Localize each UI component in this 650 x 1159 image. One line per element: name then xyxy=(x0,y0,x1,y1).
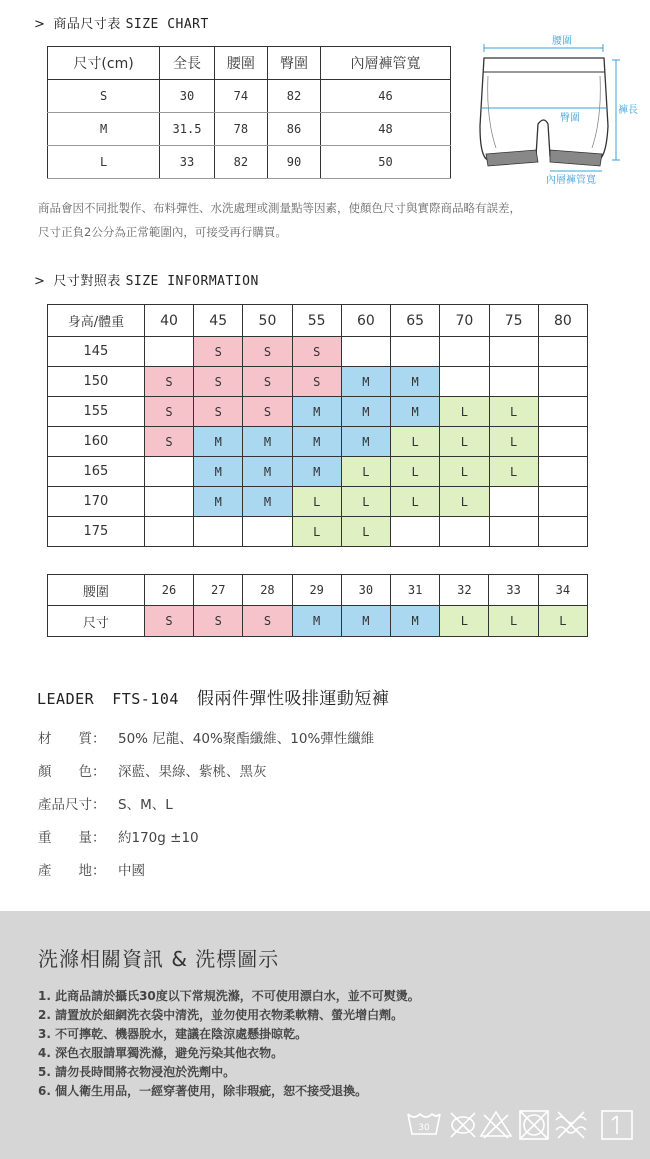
size-cell xyxy=(538,397,587,427)
size-cell xyxy=(341,337,390,367)
size-info-heading: > 尺寸對照表 SIZE INFORMATION xyxy=(34,274,259,289)
height-label: 160 xyxy=(48,427,145,457)
height-label: 155 xyxy=(48,397,145,427)
care-item: 4. 深色衣服請單獨洗滌，避免污染其他衣物。 xyxy=(38,1046,284,1060)
spec-label: 產 地： xyxy=(38,863,106,879)
weight-header: 65 xyxy=(391,305,440,337)
product-code: FTS-104 xyxy=(112,690,179,708)
size-cell xyxy=(538,427,587,457)
size-cell: L xyxy=(341,517,390,547)
size-cell xyxy=(194,517,243,547)
size-chart-cell: 74 xyxy=(214,80,267,113)
size-chart-cell: 86 xyxy=(267,113,320,146)
waist-size-cell: S xyxy=(194,606,243,637)
size-cell xyxy=(538,457,587,487)
size-cell xyxy=(538,517,587,547)
hip-label: 臀圍 xyxy=(560,113,580,124)
spec-row xyxy=(38,859,145,879)
waist-size-cell: L xyxy=(489,606,538,637)
brand-name: LEADER xyxy=(37,690,95,708)
product-title xyxy=(37,684,389,709)
size-chart-header: 臀圍 xyxy=(267,47,320,80)
size-chart-cell: 50 xyxy=(321,146,451,179)
size-cell: M xyxy=(341,367,390,397)
size-cell: L xyxy=(391,457,440,487)
spec-row xyxy=(38,793,173,813)
spec-value: S、M、L xyxy=(118,797,173,813)
waist-value: 33 xyxy=(489,575,538,606)
info-row xyxy=(48,337,588,367)
size-cell: L xyxy=(489,427,538,457)
size-chart-cell: 48 xyxy=(321,113,451,146)
info-row xyxy=(48,397,588,427)
info-row xyxy=(48,367,588,397)
care-item: 1. 此商品請於攝氏30度以下常規洗滌，不可使用漂白水，並不可熨燙。 xyxy=(38,989,420,1003)
size-cell: L xyxy=(489,457,538,487)
size-chart-header: 內層褲管寬 xyxy=(321,47,451,80)
waist-label: 腰圍 xyxy=(552,36,572,47)
size-cell: M xyxy=(292,457,341,487)
size-cell: S xyxy=(243,367,292,397)
size-cell: M xyxy=(391,397,440,427)
size-chart-row xyxy=(48,80,451,113)
care-item: 5. 請勿長時間將衣物浸泡於洗劑中。 xyxy=(38,1065,236,1079)
waist-size-cell: S xyxy=(144,606,193,637)
waist-size-cell: L xyxy=(440,606,489,637)
size-cell: M xyxy=(194,457,243,487)
height-label: 145 xyxy=(48,337,145,367)
size-cell: M xyxy=(341,397,390,427)
size-note xyxy=(38,196,638,244)
size-cell: L xyxy=(341,487,390,517)
waist-value: 31 xyxy=(391,575,440,606)
info-row xyxy=(48,427,588,457)
size-chart-heading: > 商品尺寸表 SIZE CHART xyxy=(34,17,209,32)
spec-value: 50% 尼龍、40%聚酯纖維、10%彈性纖維 xyxy=(118,731,375,747)
size-cell: S xyxy=(144,427,193,457)
size-cell: M xyxy=(194,487,243,517)
spec-row xyxy=(38,826,199,846)
size-cell xyxy=(440,367,489,397)
care-item: 3. 不可擰乾、機器脫水，建議在陰涼處懸掛晾乾。 xyxy=(38,1027,308,1041)
spec-row xyxy=(38,727,374,747)
size-cell: M xyxy=(341,427,390,457)
size-cell: M xyxy=(292,397,341,427)
spec-row xyxy=(38,760,267,780)
weight-header: 55 xyxy=(292,305,341,337)
waist-size-cell: S xyxy=(243,606,292,637)
size-chart-cell: L xyxy=(48,146,160,179)
size-chart-cell: 30 xyxy=(160,80,215,113)
height-label: 165 xyxy=(48,457,145,487)
size-cell: M xyxy=(292,427,341,457)
care-icons xyxy=(406,1108,638,1142)
size-cell: L xyxy=(341,457,390,487)
size-cell xyxy=(144,337,193,367)
size-chart-table xyxy=(47,46,451,179)
size-cell: S xyxy=(243,337,292,367)
waist-size-cell: M xyxy=(292,606,341,637)
waist-row-label: 腰圍 xyxy=(48,575,145,606)
waist-value: 32 xyxy=(440,575,489,606)
size-chart-cell: 78 xyxy=(214,113,267,146)
size-cell: S xyxy=(144,397,193,427)
no-iron-icon xyxy=(451,1113,475,1137)
size-cell: L xyxy=(292,487,341,517)
size-cell: S xyxy=(194,397,243,427)
waist-size-table xyxy=(47,574,588,637)
spec-value: 中國 xyxy=(118,863,145,879)
size-chart-header: 全長 xyxy=(160,47,215,80)
weight-header: 75 xyxy=(489,305,538,337)
inner-leg-label: 內層褲管寬 xyxy=(546,175,596,186)
weight-header: 80 xyxy=(538,305,587,337)
note-line-1: 商品會因不同批製作、布料彈性、水洗處理或測量點等因素，使顏色尺寸與實際商品略有誤差， xyxy=(38,201,521,215)
waist-value: 29 xyxy=(292,575,341,606)
weight-header: 40 xyxy=(144,305,193,337)
size-cell xyxy=(440,517,489,547)
no-tumble-dry-icon xyxy=(520,1111,548,1139)
size-cell: L xyxy=(391,427,440,457)
size-cell: S xyxy=(194,337,243,367)
size-cell xyxy=(243,517,292,547)
weight-header: 50 xyxy=(243,305,292,337)
height-label: 175 xyxy=(48,517,145,547)
spec-value: 約170g ±10 xyxy=(118,830,199,846)
size-cell: M xyxy=(391,367,440,397)
size-chart-cell: S xyxy=(48,80,160,113)
size-cell xyxy=(144,457,193,487)
size-chart-header: 尺寸(cm) xyxy=(48,47,160,80)
info-corner-header: 身高/體重 xyxy=(48,305,145,337)
size-chart-cell: 82 xyxy=(214,146,267,179)
size-cell: M xyxy=(243,457,292,487)
waist-size-cell: L xyxy=(538,606,587,637)
size-cell xyxy=(440,337,489,367)
weight-header: 70 xyxy=(440,305,489,337)
size-cell: L xyxy=(440,427,489,457)
info-row xyxy=(48,487,588,517)
size-cell: L xyxy=(391,487,440,517)
spec-value: 深藍、果綠、紫桃、黑灰 xyxy=(118,764,267,780)
wash-temp-label: 30 xyxy=(418,1123,430,1133)
size-chart-cell: 90 xyxy=(267,146,320,179)
size-chart-header: 腰圍 xyxy=(214,47,267,80)
size-cell: L xyxy=(292,517,341,547)
size-cell: L xyxy=(440,487,489,517)
care-list xyxy=(38,987,420,1101)
size-chart-row xyxy=(48,113,451,146)
spec-label: 顏 色： xyxy=(38,764,106,780)
waist-value: 27 xyxy=(194,575,243,606)
line-dry-icon xyxy=(602,1111,632,1139)
waist-size-cell: M xyxy=(341,606,390,637)
info-row xyxy=(48,457,588,487)
size-cell: L xyxy=(440,397,489,427)
size-cell: L xyxy=(489,397,538,427)
info-row xyxy=(48,517,588,547)
size-cell xyxy=(489,367,538,397)
waist-value: 28 xyxy=(243,575,292,606)
size-chart-cell: 82 xyxy=(267,80,320,113)
no-bleach-icon xyxy=(481,1112,511,1138)
weight-header: 45 xyxy=(194,305,243,337)
size-chart-cell: 46 xyxy=(321,80,451,113)
size-cell xyxy=(489,517,538,547)
length-label: 褲長 xyxy=(618,105,638,116)
size-cell: S xyxy=(194,367,243,397)
waist-size-cell: M xyxy=(391,606,440,637)
no-wring-icon xyxy=(556,1112,586,1138)
size-cell xyxy=(144,517,193,547)
size-cell: S xyxy=(292,367,341,397)
size-cell xyxy=(489,337,538,367)
size-chart-cell: M xyxy=(48,113,160,146)
size-cell: M xyxy=(243,487,292,517)
size-cell xyxy=(538,367,587,397)
spec-label: 材 質： xyxy=(38,731,106,747)
care-title: 洗滌相關資訊 & 洗標圖示 xyxy=(38,947,280,971)
size-cell xyxy=(391,337,440,367)
care-section xyxy=(0,911,650,1159)
spec-label: 產品尺寸： xyxy=(38,797,106,813)
size-cell: S xyxy=(243,397,292,427)
size-cell xyxy=(538,487,587,517)
size-cell xyxy=(538,337,587,367)
spec-label: 重 量： xyxy=(38,830,106,846)
size-cell xyxy=(489,487,538,517)
weight-header: 60 xyxy=(341,305,390,337)
care-item: 2. 請置放於細網洗衣袋中清洗，並勿使用衣物柔軟精、螢光增白劑。 xyxy=(38,1008,404,1022)
care-item: 6. 個人衛生用品，一經穿著使用，除非瑕疵，恕不接受退換。 xyxy=(38,1084,368,1098)
size-cell: L xyxy=(440,457,489,487)
waist-value: 30 xyxy=(341,575,390,606)
size-chart-row xyxy=(48,146,451,179)
waist-value: 26 xyxy=(144,575,193,606)
size-cell: M xyxy=(243,427,292,457)
product-name: 假兩件彈性吸排運動短褲 xyxy=(196,689,390,709)
size-cell xyxy=(144,487,193,517)
size-chart-cell: 33 xyxy=(160,146,215,179)
waist-value: 34 xyxy=(538,575,587,606)
size-cell xyxy=(391,517,440,547)
size-chart-cell: 31.5 xyxy=(160,113,215,146)
shorts-diagram xyxy=(466,28,650,192)
note-line-2: 尺寸正負2公分為正常範圍內，可接受再行購買。 xyxy=(38,225,287,239)
height-label: 150 xyxy=(48,367,145,397)
size-cell: S xyxy=(292,337,341,367)
size-cell: S xyxy=(144,367,193,397)
height-label: 170 xyxy=(48,487,145,517)
size-row-label: 尺寸 xyxy=(48,606,145,637)
size-info-table xyxy=(47,304,588,547)
wash-30-icon xyxy=(408,1114,440,1134)
size-cell: M xyxy=(194,427,243,457)
